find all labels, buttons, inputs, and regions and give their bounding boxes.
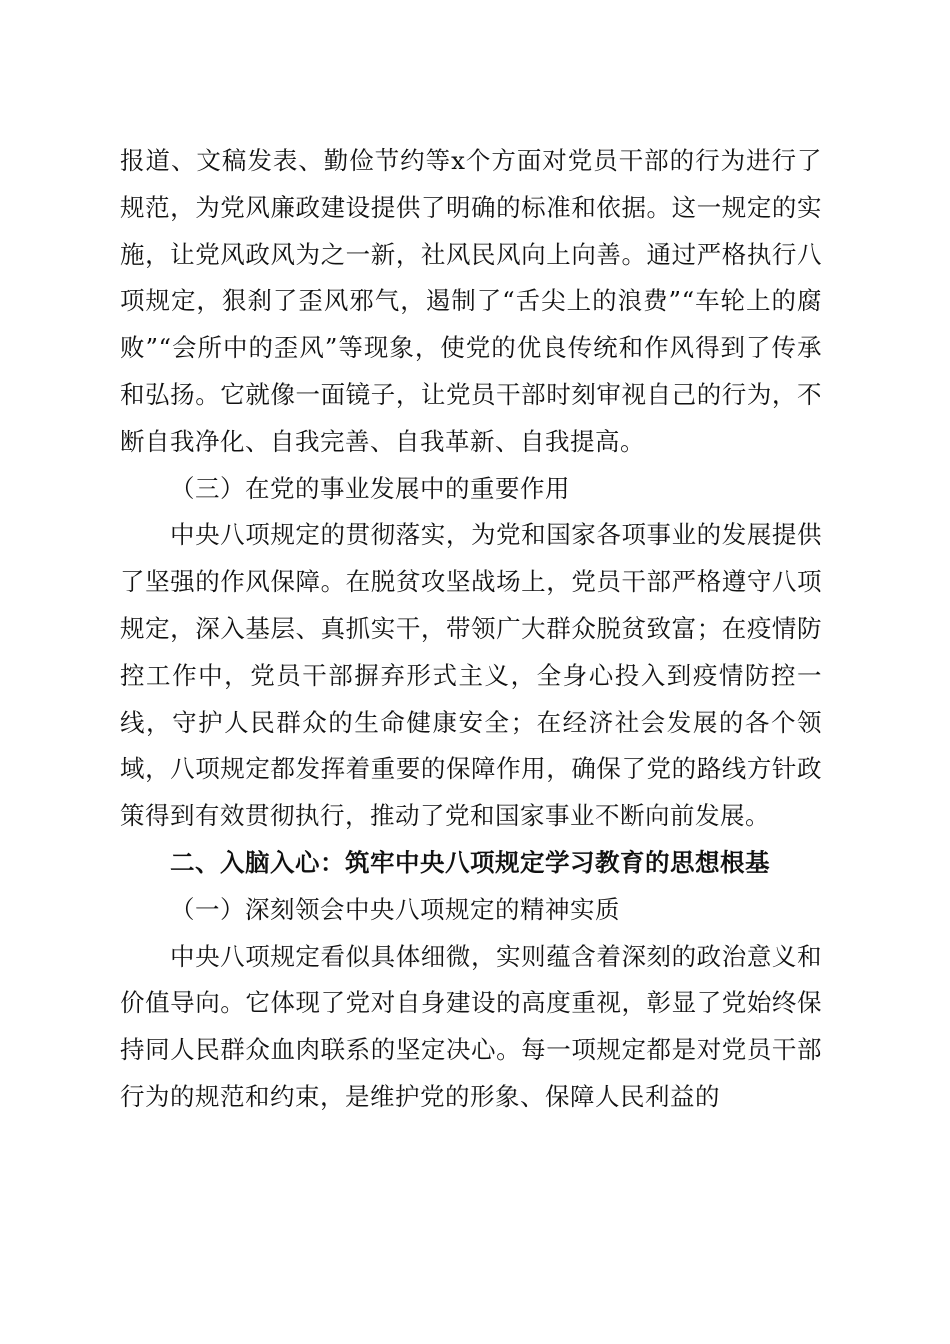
paragraph-section-3: 中央八项规定的贯彻落实，为党和国家各项事业的发展提供了坚强的作风保障。在脱贫攻坚战场上，党员干部严格遵守八项规定，深入基层、真抓实干，带领广大群众脱贫致富；在疫情防控工作中，党员干部摒弃形式主义，全身心投入到疫情防控一线，守护人民群众的生命健康安全；在经济社会发展的各个领域，八项规定都发挥着重要的保障作用，确保了党的路线方针政策得到有效贯彻执行，推动了党和国家事业不断向前发展。 bbox=[120, 520, 822, 831]
paragraph-continuation: 报道、文稿发表、勤俭节约等x个方面对党员干部的行为进行了规范，为党风廉政建设提供了明确的标准和依据。这一规定的实施，让党风政风为之一新，社风民风向上向善。通过严格执行八项规定，狠刹了歪风邪气，遏制了“舌尖上的浪费”“车轮上的腐败”“会所中的歪风”等现象，使党的优良传统和作风得到了传承和弘扬。它就像一面镜子，让党员干部时刻审视自己的行为，不断自我净化、自我完善、自我革新、自我提高。 bbox=[120, 146, 822, 456]
section-heading-2-1: （一）深刻领会中央八项规定的精神实质 bbox=[170, 894, 620, 924]
chapter-heading-2: 二、入脑入心：筑牢中央八项规定学习教育的思想根基 bbox=[170, 847, 770, 877]
section-heading-3: （三）在党的事业发展中的重要作用 bbox=[170, 473, 570, 503]
paragraph-section-2-1: 中央八项规定看似具体细微，实则蕴含着深刻的政治意义和价值导向。它体现了党对自身建设的高度重视，彰显了党始终保持同人民群众血肉联系的坚定决心。每一项规定都是对党员干部行为的规范和约束，是维护党的形象、保障人民利益的 bbox=[120, 941, 822, 1111]
document-body bbox=[120, 138, 822, 1121]
